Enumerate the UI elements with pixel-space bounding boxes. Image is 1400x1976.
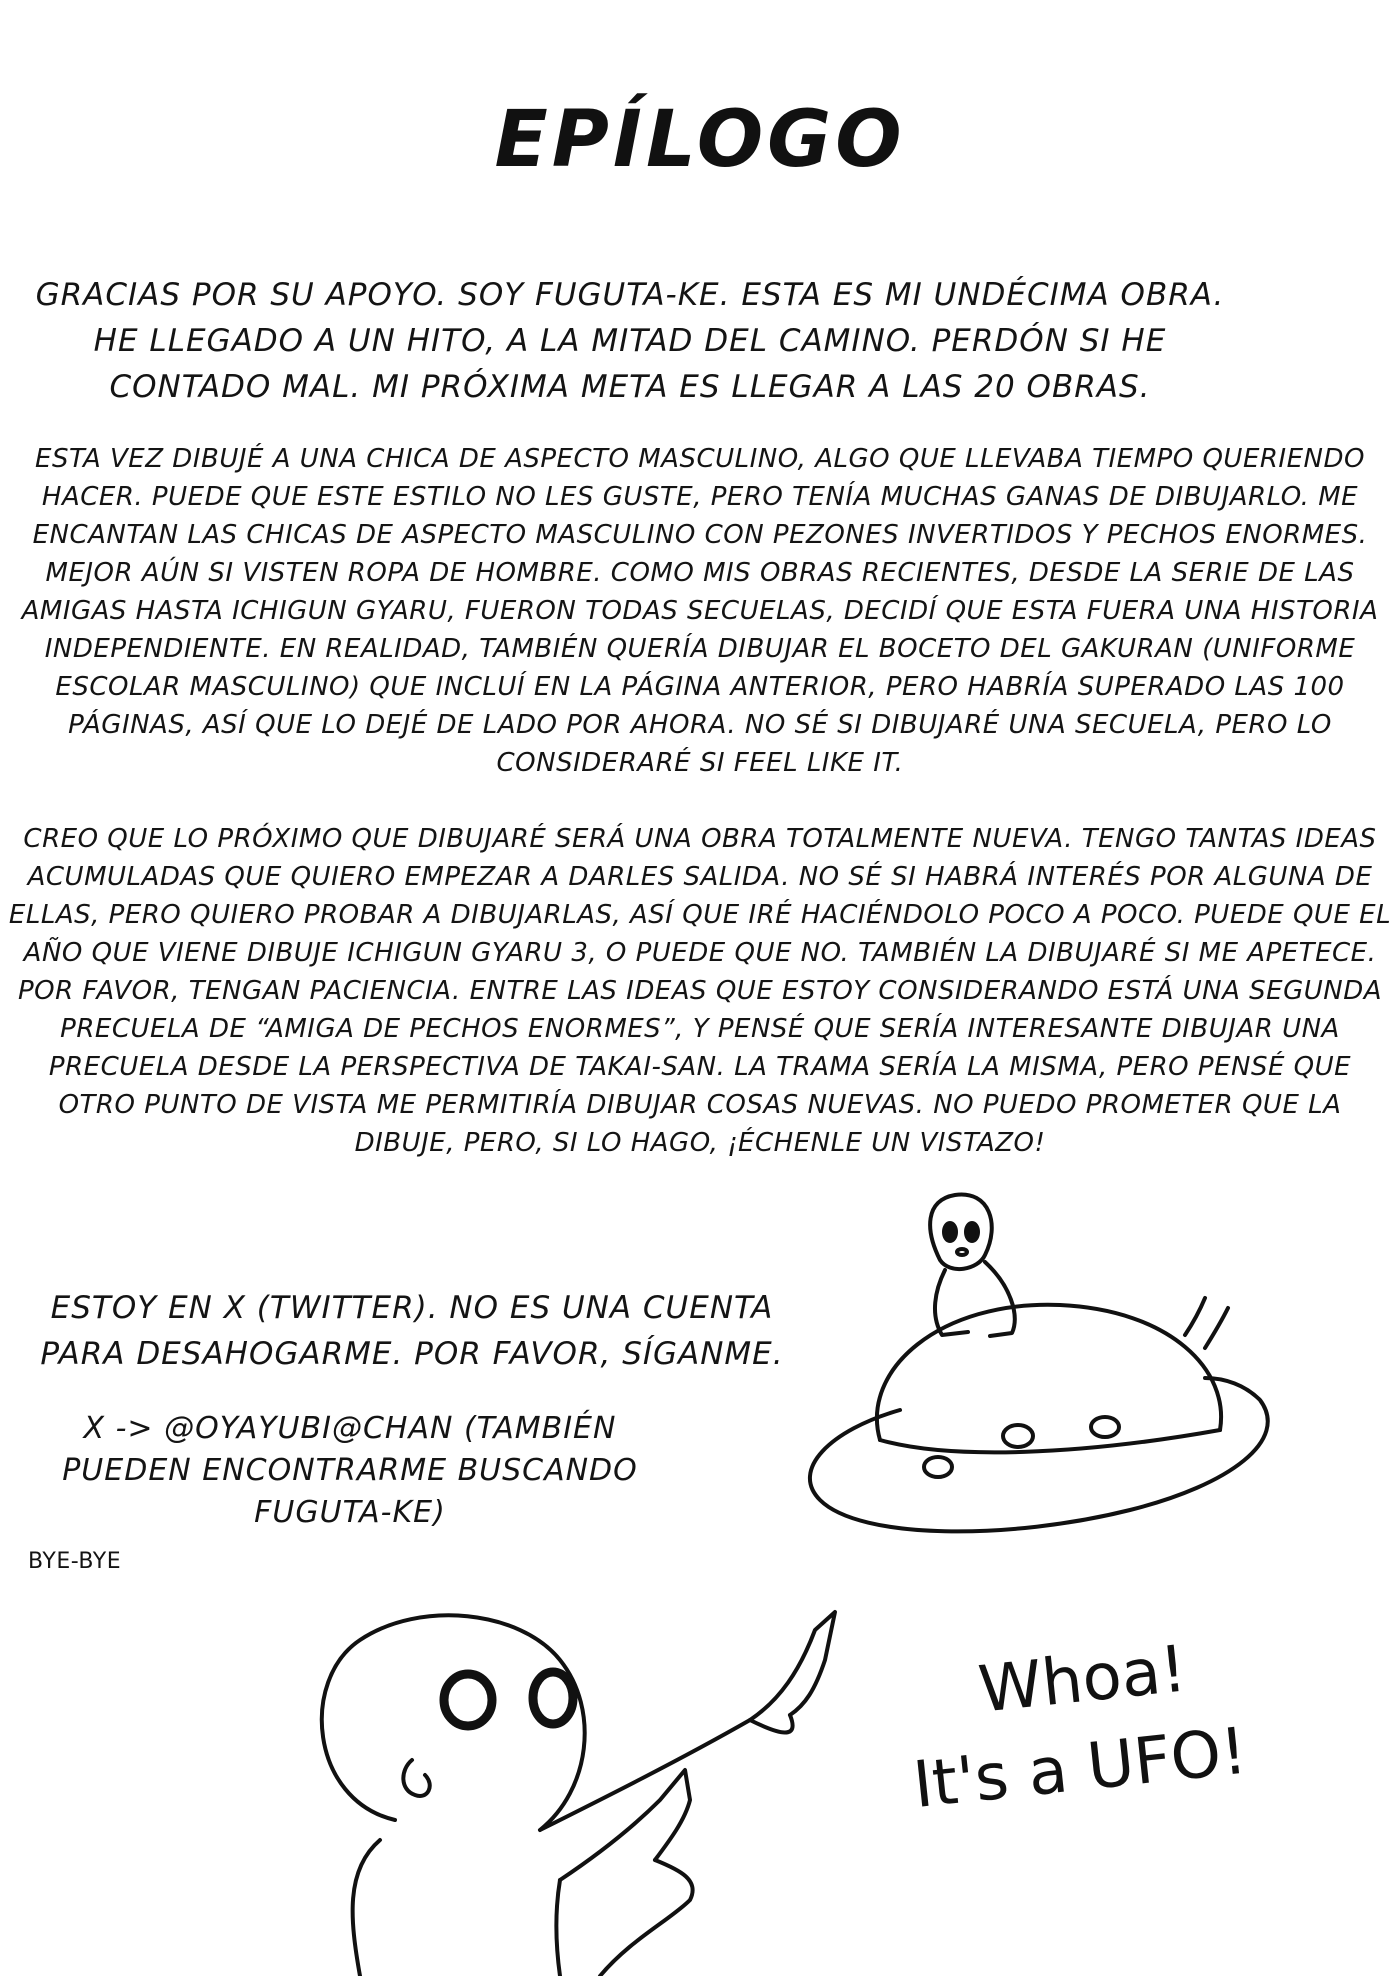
twitter-note: ESTOY EN X (TWITTER). NO ES UNA CUENTA PARA DESAHOGARME. POR FAVOR, SÍGANME. <box>40 1290 784 1372</box>
ufo-icon <box>810 1298 1268 1531</box>
social-handle-note: X -> @OYAYUBI@CHAN (TAMBIÉN PUEDEN ENCONTRARME BUSCANDO FUGUTA-KE) <box>62 1411 638 1530</box>
speech-line-1: Whoa! <box>975 1632 1190 1728</box>
body-paragraph-1: ESTA VEZ DIBUJÉ A UNA CHICA DE ASPECTO MASCULINO, ALGO QUE LLEVABA TIEMPO QUERIENDO HACER. PUEDE QUE ESTE ESTILO NO LES GUSTE, PERO TENÍA MUCHAS GANAS DE DIBUJARLO. ME ENCANTAN LAS CHICAS DE ASPECTO MASCULINO CON PEZONES INVERTIDOS Y PECHOS ENORMES. MEJOR AÚN SI VISTEN ROPA DE HOMBRE. COMO MIS OBRAS RECIENTES, DESDE LA SERIE DE LAS AMIGAS HASTA ICHIGUN GYARU, FUERON TODAS SECUELAS, DECIDÍ QUE ESTA FUERA UNA HISTORIA INDEPENDIENTE. EN REALIDAD, TAMBIÉN QUERÍA DIBUJAR EL BOCETO DEL GAKURAN (UNIFORME ESCOLAR MASCULINO) QUE INCLUÍ EN LA PÁGINA ANTERIOR, PERO HABRÍA SUPERADO LAS 100 PÁGINAS, ASÍ QUE LO DEJÉ DE LADO POR AHORA. NO SÉ SI DIBUJARÉ UNA SECUELA, PERO LO CONSIDERARÉ SI FEEL LIKE IT. <box>21 444 1379 778</box>
page-title: EPÍLOGO <box>494 95 906 185</box>
signoff-text: BYE-BYE <box>28 1549 122 1574</box>
pointing-character-icon <box>322 1612 835 1976</box>
speech-exclamation <box>900 1615 1305 1913</box>
speech-line-2: It's a UFO! <box>909 1714 1251 1824</box>
body-paragraph-2: CREO QUE LO PRÓXIMO QUE DIBUJARÉ SERÁ UNA OBRA TOTALMENTE NUEVA. TENGO TANTAS IDEAS ACUMULADAS QUE QUIERO EMPEZAR A DARLES SALIDA. NO SÉ SI HABRÁ INTERÉS POR ALGUNA DE ELLAS, PERO QUIERO PROBAR A DIBUJARLAS, ASÍ QUE IRÉ HACIÉNDOLO POCO A POCO. PUEDE QUE EL AÑO QUE VIENE DIBUJE ICHIGUN GYARU 3, O PUEDE QUE NO. TAMBIÉN LA DIBUJARÉ SI ME APETECE. POR FAVOR, TENGAN PACIENCIA. ENTRE LAS IDEAS QUE ESTOY CONSIDERANDO ESTÁ UNA SEGUNDA PRECUELA DE “AMIGA DE PECHOS ENORMES”, Y PENSÉ QUE SERÍA INTERESANTE DIBUJAR UNA PRECUELA DESDE LA PERSPECTIVA DE TAKAI-SAN. LA TRAMA SERÍA LA MISMA, PERO PENSÉ QUE OTRO PUNTO DE VISTA ME PERMITIRÍA DIBUJAR COSAS NUEVAS. NO PUEDO PROMETER QUE LA DIBUJE, PERO, SI LO HAGO, ¡ÉCHENLE UN VISTAZO! <box>8 824 1392 1158</box>
intro-paragraph: GRACIAS POR SU APOYO. SOY FUGUTA-KE. ESTA ES MI UNDÉCIMA OBRA. HE LLEGADO A UN HITO, A LA MITAD DEL CAMINO. PERDÓN SI HE CONTADO MAL. MI PRÓXIMA META ES LLEGAR A LAS 20 OBRAS. <box>35 277 1225 405</box>
